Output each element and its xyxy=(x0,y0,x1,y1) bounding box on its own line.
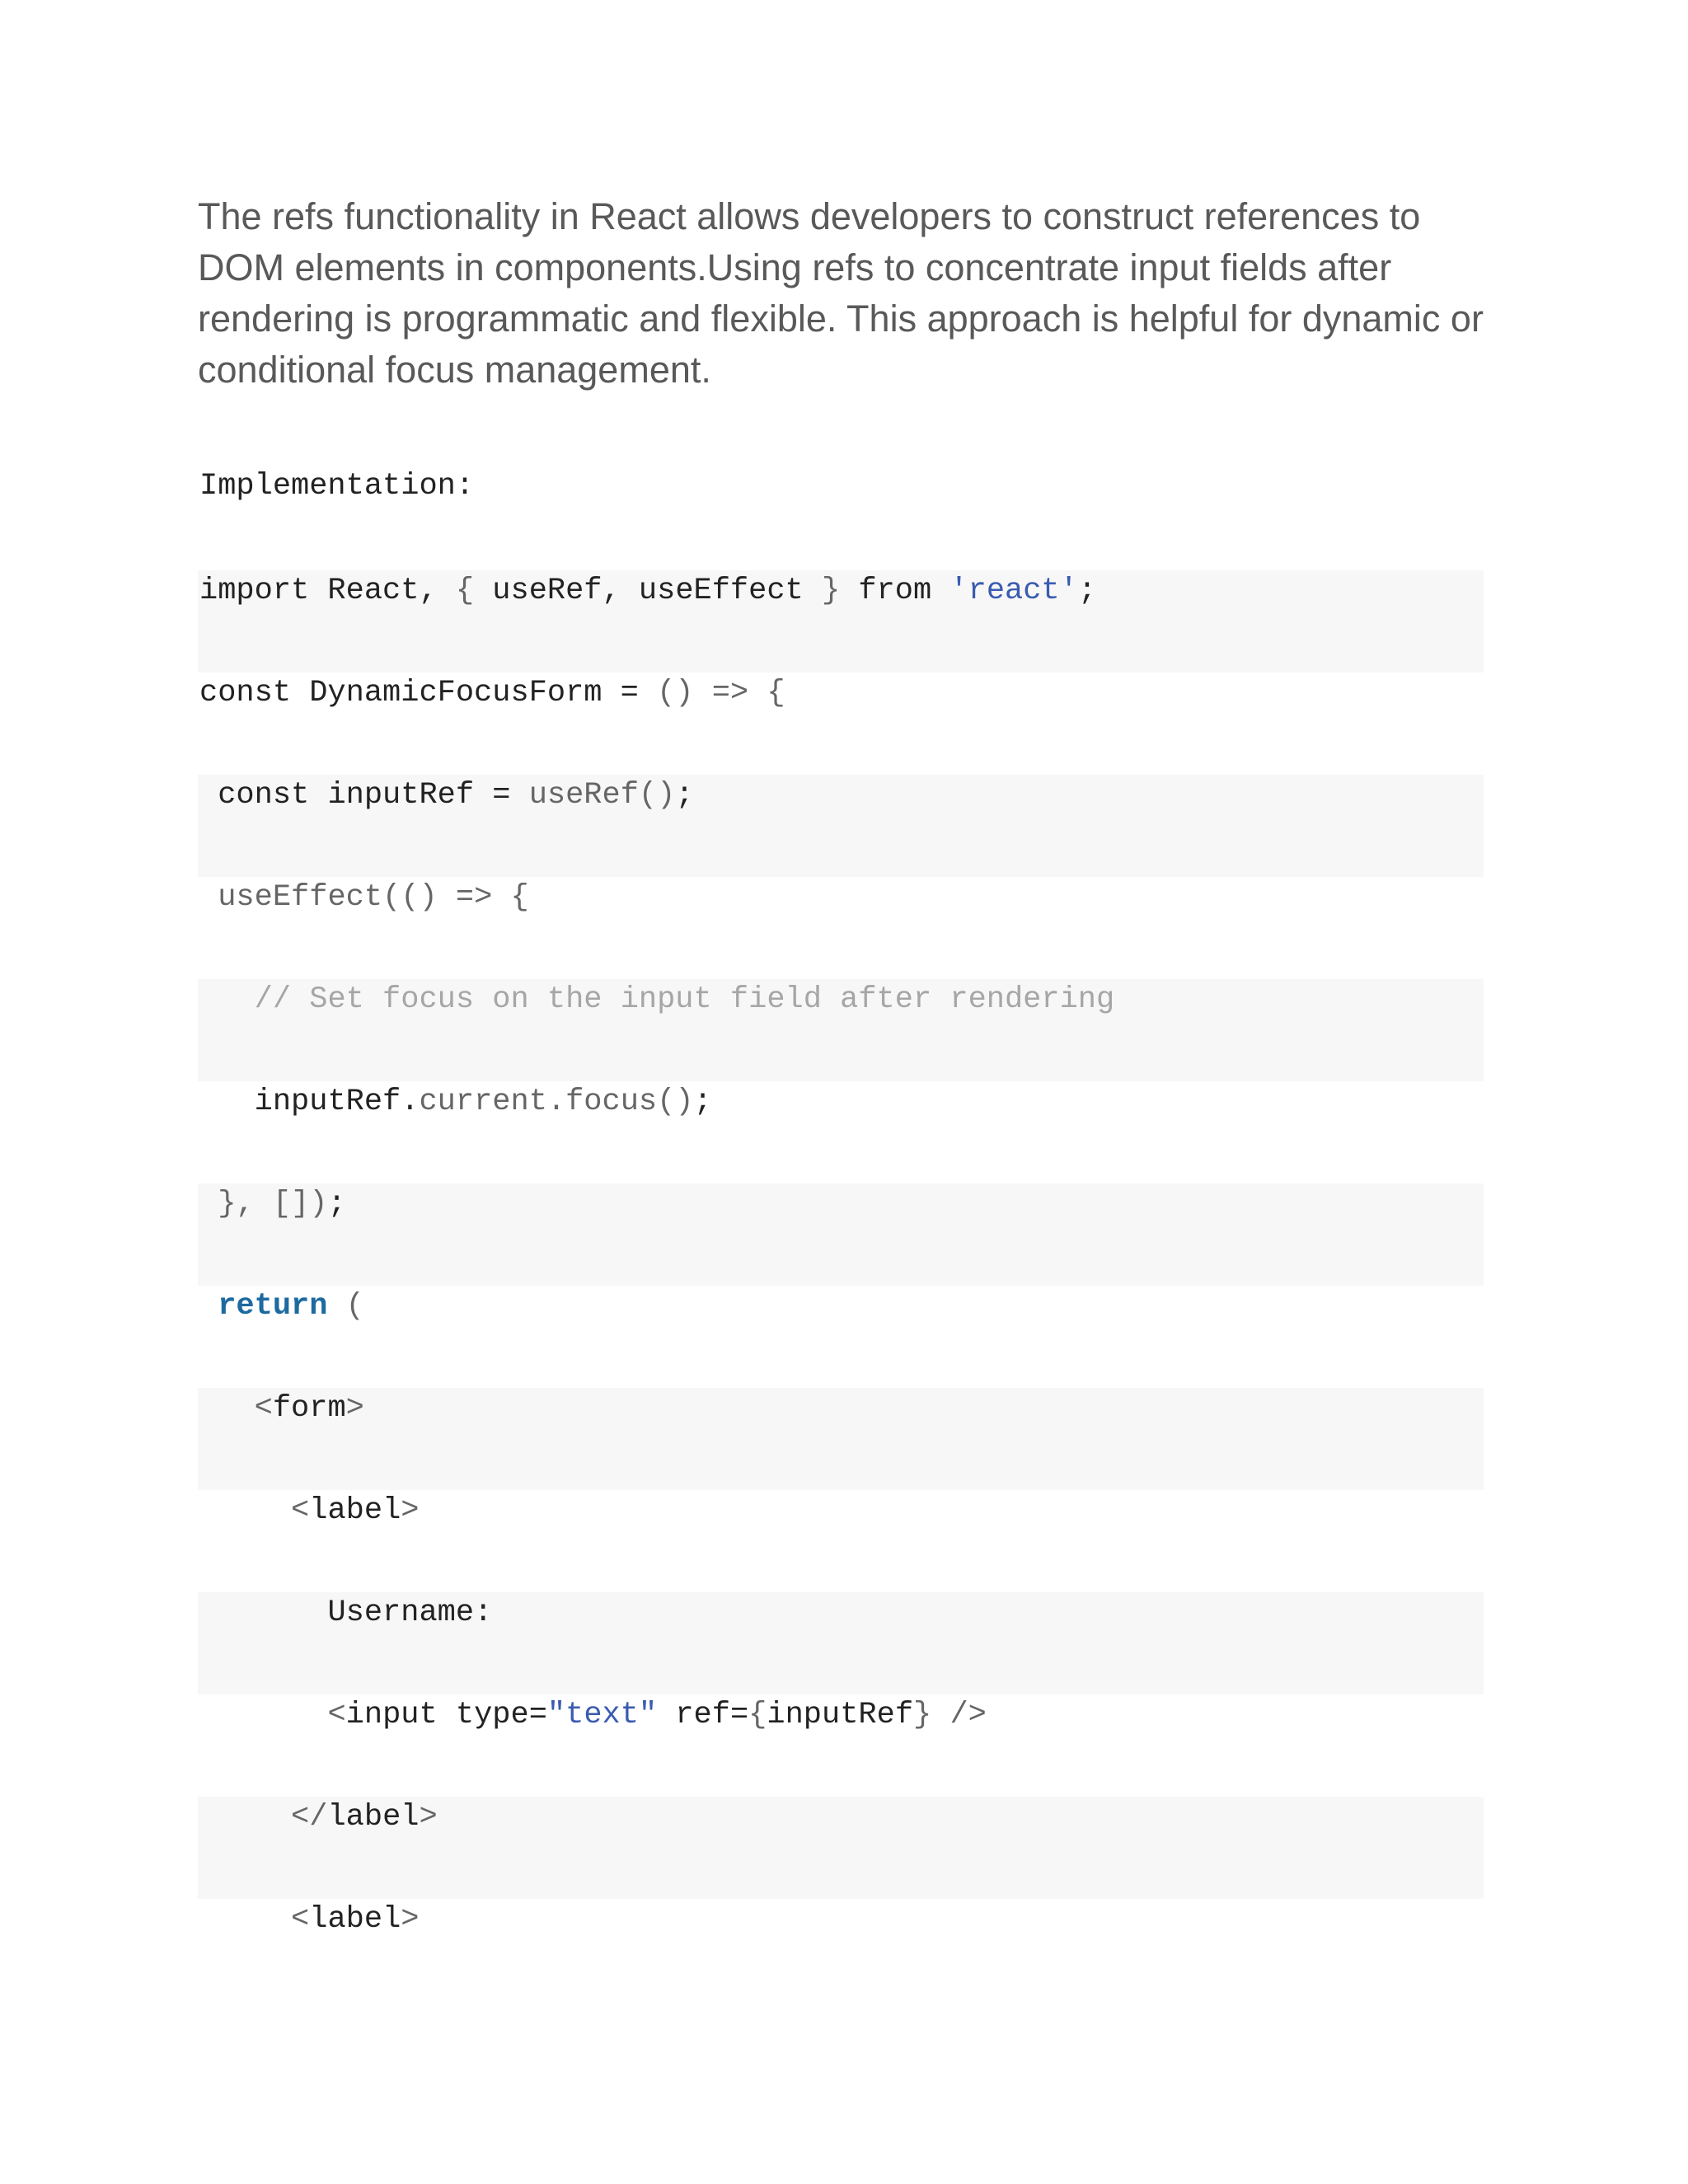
code-token: inputRef. xyxy=(254,1085,420,1119)
code-indent xyxy=(199,778,218,813)
code-indent xyxy=(199,1493,291,1528)
code-token: ( xyxy=(327,1289,364,1324)
code-token: const DynamicFocusForm = xyxy=(199,676,658,710)
code-block xyxy=(198,570,1484,2001)
code-line xyxy=(198,1490,1484,1592)
code-token: import React, xyxy=(199,574,456,608)
code-line xyxy=(198,1694,1484,1797)
code-indent xyxy=(199,1187,218,1221)
code-token: </ xyxy=(291,1800,328,1835)
code-token: Username: xyxy=(327,1596,493,1630)
code-token: "text" xyxy=(546,1698,658,1732)
code-token: return xyxy=(218,1289,328,1324)
code-indent xyxy=(199,880,218,915)
code-line xyxy=(198,1592,1484,1694)
code-line xyxy=(198,979,1484,1081)
code-indent xyxy=(199,1391,255,1426)
code-token: form xyxy=(272,1391,346,1426)
code-token: useEffect(() => { xyxy=(218,880,529,915)
code-token: ; xyxy=(1077,574,1097,608)
code-token: < xyxy=(291,1902,310,1937)
code-token: { xyxy=(748,1698,767,1732)
code-token: < xyxy=(327,1698,346,1732)
code-line xyxy=(198,673,1484,775)
code-token: > xyxy=(419,1800,438,1835)
code-token: const inputRef = xyxy=(218,778,529,813)
code-token: input type= xyxy=(345,1698,547,1732)
code-token: < xyxy=(291,1493,310,1528)
code-token: } /> xyxy=(913,1698,987,1732)
code-line xyxy=(198,570,1484,673)
code-line xyxy=(198,1183,1484,1286)
code-token: useRef, useEffect xyxy=(474,574,822,608)
code-line xyxy=(198,1286,1484,1388)
code-token: current.focus() xyxy=(419,1085,694,1119)
code-token: ref= xyxy=(657,1698,749,1732)
code-line xyxy=(198,877,1484,979)
code-token: 'react' xyxy=(950,574,1078,608)
code-token: }, []) xyxy=(218,1187,328,1221)
code-token: < xyxy=(254,1391,273,1426)
code-indent xyxy=(199,982,255,1017)
code-token: > xyxy=(345,1391,364,1426)
code-token: inputRef xyxy=(767,1698,914,1732)
code-indent xyxy=(199,1698,327,1732)
code-line xyxy=(198,775,1484,877)
code-indent xyxy=(199,1085,255,1119)
code-token: label xyxy=(309,1902,401,1937)
code-token: // Set focus on the input field after rendering xyxy=(254,982,1115,1017)
code-indent xyxy=(199,1800,291,1835)
code-line xyxy=(198,1797,1484,1899)
implementation-label: Implementation: xyxy=(199,469,475,504)
code-indent xyxy=(199,1596,327,1630)
code-line xyxy=(198,1081,1484,1183)
intro-paragraph: The refs functionality in React allows developers to construct references to DOM elements in components.Using refs to concentrate input fields after rendering is programmatic and flexible. This approach is helpful for dynamic or conditional focus management. xyxy=(198,195,1484,391)
code-token: label xyxy=(309,1493,401,1528)
code-token: label xyxy=(327,1800,420,1835)
code-token: ; xyxy=(693,1085,712,1119)
code-token: ; xyxy=(327,1187,346,1221)
code-line xyxy=(198,1899,1484,2001)
code-token: from xyxy=(840,574,950,608)
code-token: { xyxy=(455,574,475,608)
code-token: useRef() xyxy=(528,778,676,813)
code-token: > xyxy=(401,1902,420,1937)
code-token: } xyxy=(821,574,841,608)
code-indent xyxy=(199,1289,218,1324)
code-line xyxy=(198,1388,1484,1490)
code-token: ; xyxy=(675,778,694,813)
code-indent xyxy=(199,1902,291,1937)
code-token: () => { xyxy=(657,676,785,710)
code-token: > xyxy=(401,1493,420,1528)
